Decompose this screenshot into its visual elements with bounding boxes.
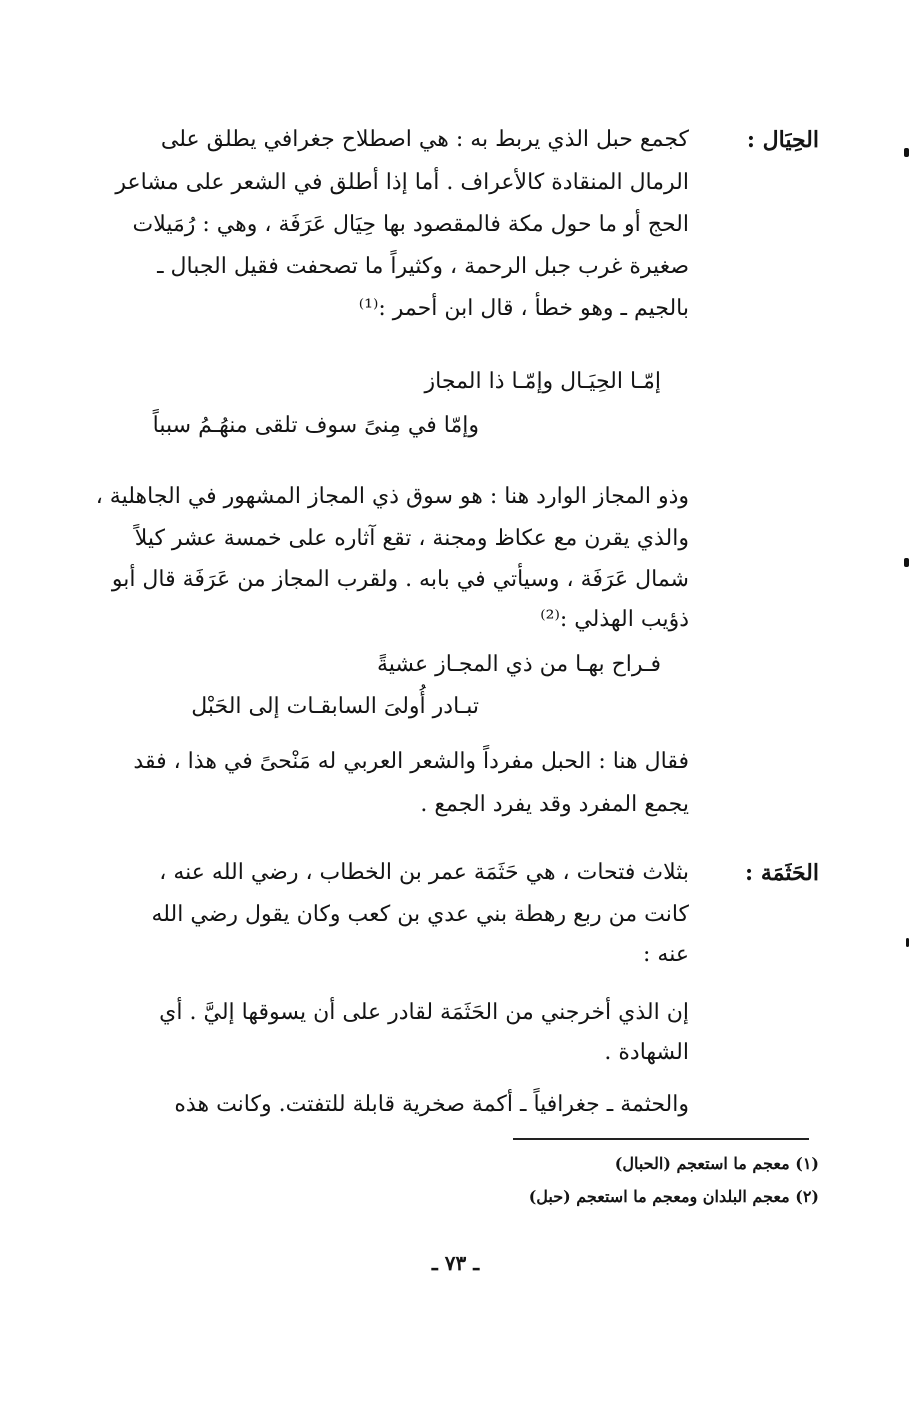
body-line: والذي يقرن مع عكاظ ومجنة ، تقع آثاره على خمسة عشر كيلاً bbox=[134, 526, 689, 551]
body-line: ذؤيب الهذلي :⁽²⁾ bbox=[540, 607, 689, 632]
entry-term-hiyal: الحِيَال : bbox=[746, 127, 819, 153]
body-line: كجمع حبل الذي يربط به : هي اصطلاح جغرافي يطلق على bbox=[160, 127, 689, 152]
body-line: بالجيم ـ وهو خطأ ، قال ابن أحمر :⁽¹⁾ bbox=[358, 296, 689, 321]
body-line: شمال عَرَفَة ، وسيأتي في بابه . ولقرب المجاز من عَرَفَة قال أبو bbox=[111, 567, 689, 592]
body-line: الشهادة . bbox=[604, 1040, 689, 1065]
body-line: فقال هنا : الحبل مفرداً والشعر العربي له مَنْحىً في هذا ، فقد bbox=[133, 749, 689, 774]
body-line: بثلاث فتحات ، هي حَثَمَة عمر بن الخطاب ، رضي الله عنه ، bbox=[159, 860, 689, 885]
body-line: يجمع المفرد وقد يفرد الجمع . bbox=[420, 792, 689, 817]
body-line: صغيرة غرب جبل الرحمة ، وكثيراً ما تصحفت فقيل الجبال ـ bbox=[157, 254, 689, 279]
verse-hemistich: وإمّا في مِنىً سوف تلقى منهُـمُ سبباً bbox=[152, 413, 479, 438]
verse-hemistich: إمّـا الحِيَـال وإمّـا ذا المجاز bbox=[424, 369, 661, 394]
verse-hemistich: تبـادر أُولىَ السابقـات إلى الحَبْل bbox=[191, 694, 479, 719]
body-line: إن الذي أخرجني من الحَثَمَة لقادر على أن يسوقها إليَّ . أي bbox=[159, 1000, 689, 1025]
body-line: كانت من ربع رهطة بني عدي بن كعب وكان يقول رضي الله bbox=[151, 902, 689, 927]
footnote: (١) معجم ما استعجم (الحبال) bbox=[614, 1154, 819, 1173]
page-number: ـ ٧٣ ـ bbox=[431, 1251, 480, 1275]
scan-mark bbox=[906, 938, 909, 947]
entry-term-hathama: الحَثَمَة : bbox=[745, 860, 819, 886]
body-line: الرمال المنقادة كالأعراف . أما إذا أطلق في الشعر على مشاعر bbox=[115, 170, 689, 195]
verse-hemistich: فـراح بهـا من ذي المجـاز عشيةً bbox=[376, 652, 661, 677]
body-line: وذو المجاز الوارد هنا : هو سوق ذي المجاز المشهور في الجاهلية ، bbox=[95, 484, 689, 509]
body-line: والحثمة ـ جغرافياً ـ أكمة صخرية قابلة للتفتت. وكانت هذه bbox=[174, 1092, 689, 1117]
body-line: عنه : bbox=[643, 942, 689, 967]
body-line: الحج أو ما حول مكة فالمقصود بها حِيَال عَرَفَة ، وهي : رُمَيلات bbox=[132, 212, 689, 237]
scan-mark bbox=[904, 148, 909, 157]
footnote: (٢) معجم البلدان ومعجم ما استعجم (حبل) bbox=[528, 1187, 819, 1206]
scan-mark bbox=[904, 558, 909, 567]
footnote-rule bbox=[513, 1138, 809, 1140]
